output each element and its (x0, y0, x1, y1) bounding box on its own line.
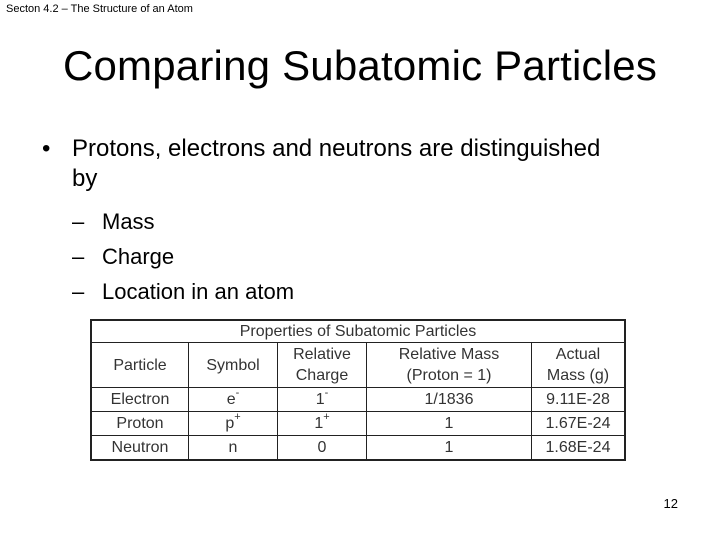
header-actual-mass (532, 343, 626, 388)
cell-symbol (189, 388, 278, 412)
bullet-text: Protons, electrons and neutrons are distinguished by (72, 135, 601, 192)
charge-value: 1 (315, 391, 325, 408)
table-row (91, 436, 625, 461)
cell-particle: Proton (91, 412, 189, 436)
sub-bullet-item (72, 239, 294, 274)
sub-bullet-text: Location in an atom (102, 279, 295, 304)
header-particle: Particle (91, 343, 189, 388)
table-row (91, 412, 625, 436)
particles-table (90, 319, 626, 461)
symbol-letter: e (226, 391, 236, 408)
sub-bullet-list (72, 204, 294, 309)
dash-icon: – (72, 209, 85, 234)
sub-bullet-text: Mass (102, 209, 155, 234)
header-relative-charge-label: Relative Charge (293, 346, 351, 384)
symbol-letter: n (228, 439, 238, 456)
particles-table-container (90, 319, 626, 461)
header-relative-charge (278, 343, 367, 388)
cell-particle: Neutron (91, 436, 189, 461)
charge-superscript: - (324, 387, 329, 399)
cell-relative-mass: 1 (367, 412, 532, 436)
header-symbol: Symbol (189, 343, 278, 388)
table-header-row (91, 343, 625, 388)
section-header: Secton 4.2 – The Structure of an Atom (6, 3, 193, 15)
symbol-superscript: - (235, 387, 240, 399)
sub-bullet-item (72, 204, 294, 239)
symbol-letter: p (225, 415, 235, 432)
cell-charge (278, 436, 367, 461)
header-relative-mass (367, 343, 532, 388)
bullet-point (42, 134, 602, 194)
cell-actual-mass: 1.68E-24 (532, 436, 626, 461)
cell-particle: Electron (91, 388, 189, 412)
table-caption-row (91, 320, 625, 343)
symbol-superscript: + (234, 411, 241, 423)
sub-bullet-text: Charge (102, 244, 175, 269)
cell-charge (278, 412, 367, 436)
cell-relative-mass: 1/1836 (367, 388, 532, 412)
table-row (91, 388, 625, 412)
page-number: 12 (663, 496, 678, 511)
cell-charge (278, 388, 367, 412)
cell-actual-mass: 9.11E-28 (532, 388, 626, 412)
table-caption: Properties of Subatomic Particles (91, 320, 625, 343)
slide-title: Comparing Subatomic Particles (62, 42, 658, 89)
cell-actual-mass: 1.67E-24 (532, 412, 626, 436)
charge-value: 0 (317, 439, 327, 456)
cell-relative-mass: 1 (367, 436, 532, 461)
header-relative-mass-label: Relative Mass (Proton = 1) (398, 346, 500, 384)
dash-icon: – (72, 244, 85, 269)
bullet-icon: • (42, 135, 51, 162)
header-actual-mass-label: Actual Mass (g) (546, 346, 610, 384)
cell-symbol (189, 412, 278, 436)
charge-value: 1 (314, 415, 324, 432)
dash-icon: – (72, 279, 85, 304)
charge-superscript: + (323, 411, 330, 423)
sub-bullet-item (72, 274, 294, 309)
cell-symbol (189, 436, 278, 461)
